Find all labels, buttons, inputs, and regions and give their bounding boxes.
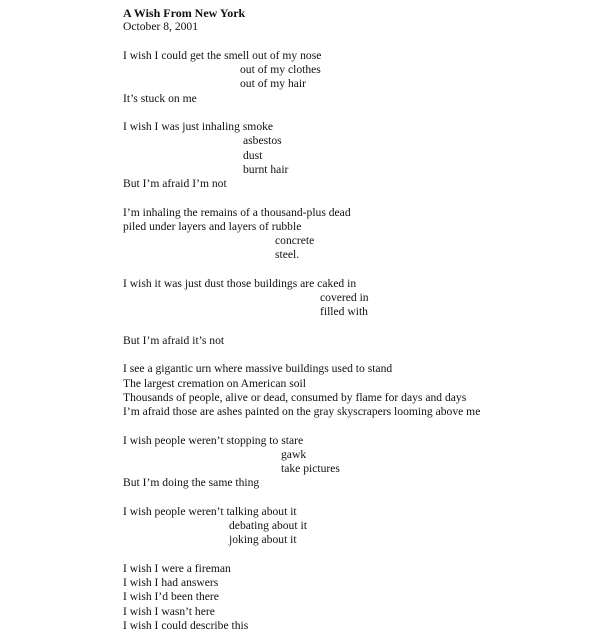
poem-line: But I’m afraid it’s not <box>123 333 225 347</box>
poem-line: I see a gigantic urn where massive buildings used to stand <box>123 362 393 376</box>
poem-line: burnt hair <box>243 162 289 176</box>
poem-line: I wish people weren’t stopping to stare <box>123 433 304 447</box>
poem-line: I wish I was just inhaling smoke <box>123 120 274 133</box>
poem-line: Thousands of people, alive or dead, consumed by flame for days and days <box>123 390 467 404</box>
spacer <box>123 191 583 205</box>
poem-line: I’m afraid those are ashes painted on the gray skyscrapers looming above me <box>123 405 481 418</box>
stanza-3 <box>123 206 583 263</box>
poem-line: piled under layers and layers of rubble <box>123 219 302 233</box>
poem-title: A Wish From New York <box>123 6 246 20</box>
poem-line: filled with <box>320 305 368 319</box>
poem-line: I wish I’d been there <box>123 590 219 604</box>
poem-line: I wish I were a fireman <box>123 561 231 575</box>
poem-line: I wish I had answers <box>123 576 219 589</box>
poem-line: But I’m doing the same thing <box>123 476 260 490</box>
poem-line: take pictures <box>281 462 340 475</box>
stanza-6 <box>123 434 583 491</box>
poem-line: gawk <box>281 447 307 461</box>
poem-line: I wish I wasn’t here <box>123 604 215 618</box>
spacer <box>123 263 583 277</box>
poem-line: dust <box>243 148 263 162</box>
poem-line: debating about it <box>229 519 307 532</box>
poem-line: I wish I could describe this <box>123 618 249 632</box>
spacer <box>123 35 583 49</box>
stanza-7 <box>123 505 583 548</box>
poem-line: joking about it <box>229 533 297 547</box>
poem-line: I wish people weren’t talking about it <box>123 504 297 518</box>
poem-line: out of my clothes <box>240 63 321 76</box>
spacer <box>123 106 583 120</box>
stanza-1 <box>123 49 583 106</box>
stanza-4 <box>123 277 583 348</box>
stanza-8 <box>123 562 583 633</box>
spacer <box>123 348 583 362</box>
poem-line: covered in <box>320 291 369 304</box>
poem-line: out of my hair <box>240 77 307 91</box>
poem-line: concrete <box>275 234 315 247</box>
poem-line: But I’m afraid I’m not <box>123 177 227 190</box>
poem-line <box>123 320 583 334</box>
poem-line: The largest cremation on American soil <box>123 376 306 390</box>
poem-date: October 8, 2001 <box>123 20 199 34</box>
poem-line: I’m inhaling the remains of a thousand-plus dead <box>123 205 351 219</box>
poem-line: I wish I could get the smell out of my nose <box>123 48 322 62</box>
spacer <box>123 548 583 562</box>
spacer <box>123 419 583 433</box>
poem-line: asbestos <box>243 134 282 148</box>
poem-page <box>123 6 583 633</box>
poem-line: steel. <box>275 248 300 262</box>
poem-line: It’s stuck on me <box>123 91 197 105</box>
spacer <box>123 491 583 505</box>
stanza-2 <box>123 120 583 191</box>
poem-line: I wish it was just dust those buildings are caked in <box>123 276 357 290</box>
stanza-5 <box>123 362 583 419</box>
